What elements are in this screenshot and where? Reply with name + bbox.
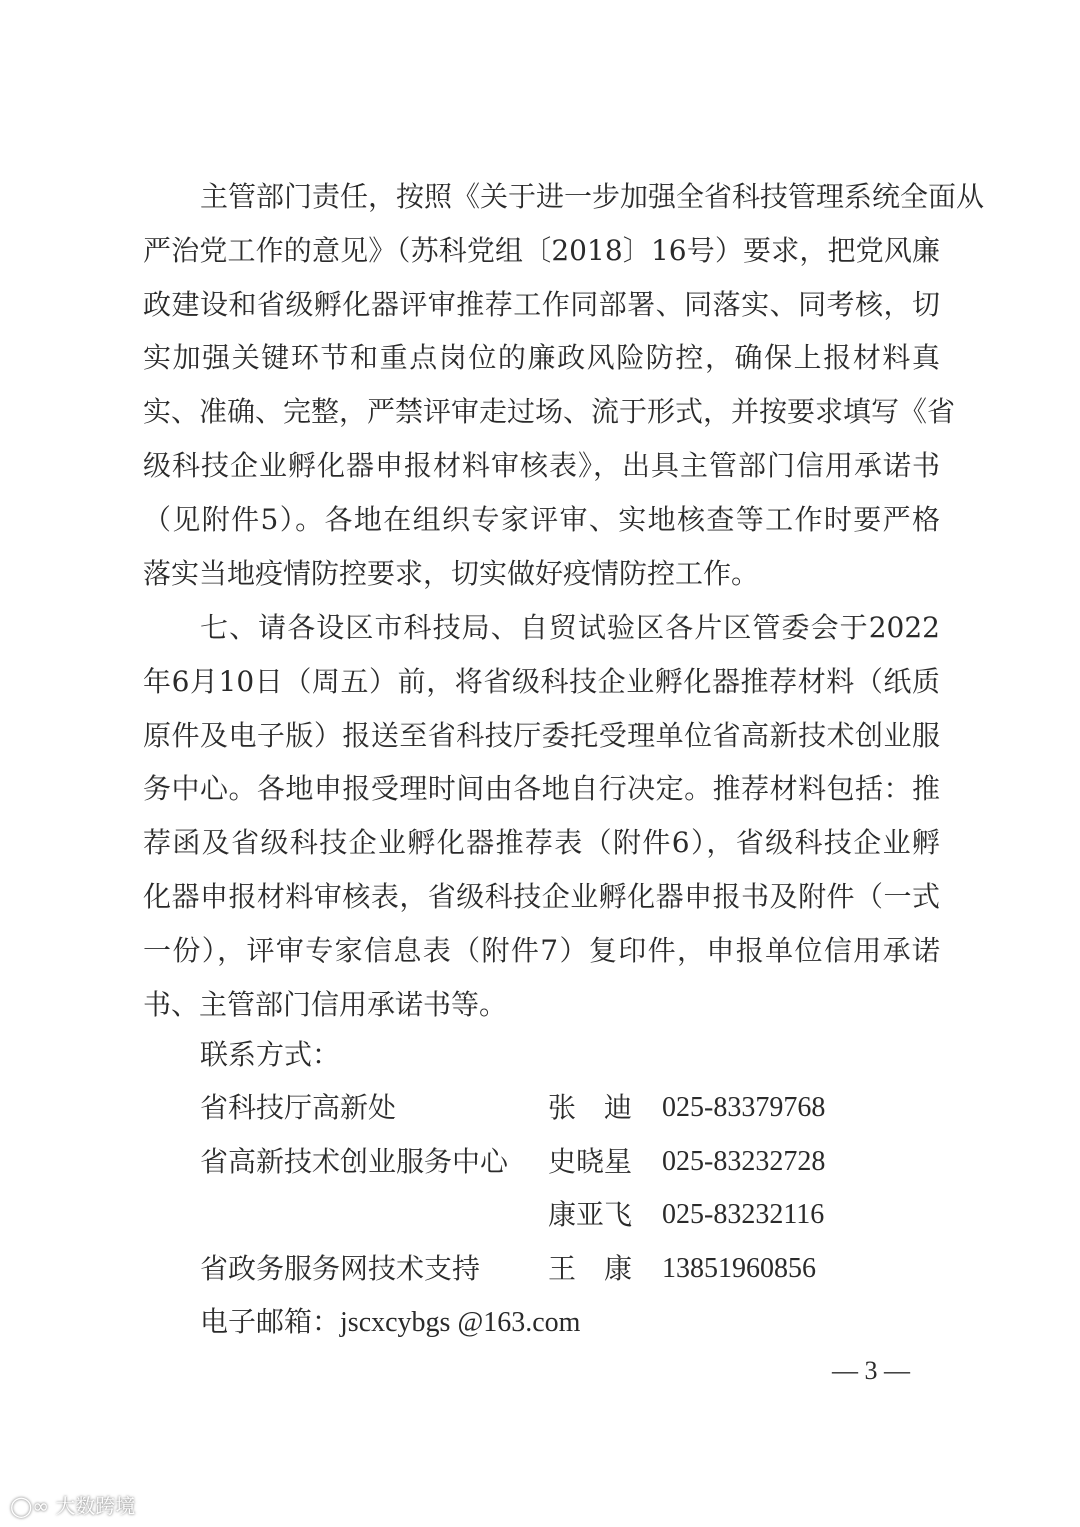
- contact-name: 张迪: [548, 1091, 632, 1124]
- contact-phone: 025-83379768: [662, 1092, 826, 1123]
- email-label: 电子邮箱：: [200, 1305, 341, 1338]
- email-line: [200, 1302, 580, 1342]
- contacts-heading: 联系方式：: [200, 1038, 341, 1071]
- contact-phone: 13851960856: [662, 1252, 816, 1284]
- text-line: 化器申报材料审核表，省级科技企业孵化器申报书及附件（一式: [143, 880, 940, 913]
- contact-org: 省高新技术创业服务中心: [200, 1144, 509, 1178]
- text-line: 主管部门责任，按照《关于进一步加强全省科技管理系统全面从: [200, 180, 985, 213]
- text-line: 实、准确、完整，严禁评审走过场、流于形式，并按要求填写《省: [143, 395, 956, 429]
- text-line: 政建设和省级孵化器评审推荐工作同部署、同落实、同考核，切: [143, 287, 940, 321]
- watermark-text: 大数跨境: [55, 1494, 136, 1518]
- text-line: 落实当地疫情防控要求，切实做好疫情防控工作。: [143, 556, 760, 590]
- text-line: 年6月10日（周五）前，将省级科技企业孵化器推荐材料（纸质: [143, 664, 940, 698]
- contact-name: 康亚飞: [548, 1198, 633, 1231]
- contact-name: 史晓星: [548, 1144, 633, 1178]
- text-line: 级科技企业孵化器申报材料审核表》，出具主管部门信用承诺书: [143, 449, 940, 482]
- text-line: 实加强关键环节和重点岗位的廉政风险防控，确保上报材料真: [143, 341, 940, 375]
- contact-name: 王康: [548, 1251, 632, 1285]
- page-number: — 3 —: [832, 1356, 910, 1385]
- text-line: （见附件5）。各地在组织专家评审、实地核查等工作时要严格: [143, 502, 940, 536]
- text-line: 务中心。各地申报受理时间由各地自行决定。推荐材料包括：推: [143, 772, 940, 806]
- contact-phone: 025-83232728: [662, 1145, 826, 1177]
- text-line: 荐函及省级科技企业孵化器推荐表（附件6），省级科技企业孵: [143, 826, 940, 860]
- email-address: jscxcybgs @163.com: [340, 1307, 581, 1338]
- watermark-logo: ◯∞ 大数跨境: [10, 1494, 136, 1518]
- text-line: 一份），评审专家信息表（附件7）复印件，申报单位信用承诺: [143, 933, 940, 967]
- contact-phone: 025-83232116: [662, 1199, 825, 1230]
- text-line: 原件及电子版）报送至省科技厅委托受理单位省高新技术创业服: [143, 718, 940, 752]
- contact-org: 省科技厅高新处: [200, 1091, 397, 1124]
- contact-org: 省政务服务网技术支持: [200, 1251, 481, 1285]
- text-line: 书、主管部门信用承诺书等。: [143, 987, 508, 1021]
- text-line: 七、请各设区市科技局、自贸试验区各片区管委会于2022: [200, 611, 940, 644]
- text-line: 严治党工作的意见》（苏科党组〔2018〕16号）要求，把党风廉: [143, 233, 940, 267]
